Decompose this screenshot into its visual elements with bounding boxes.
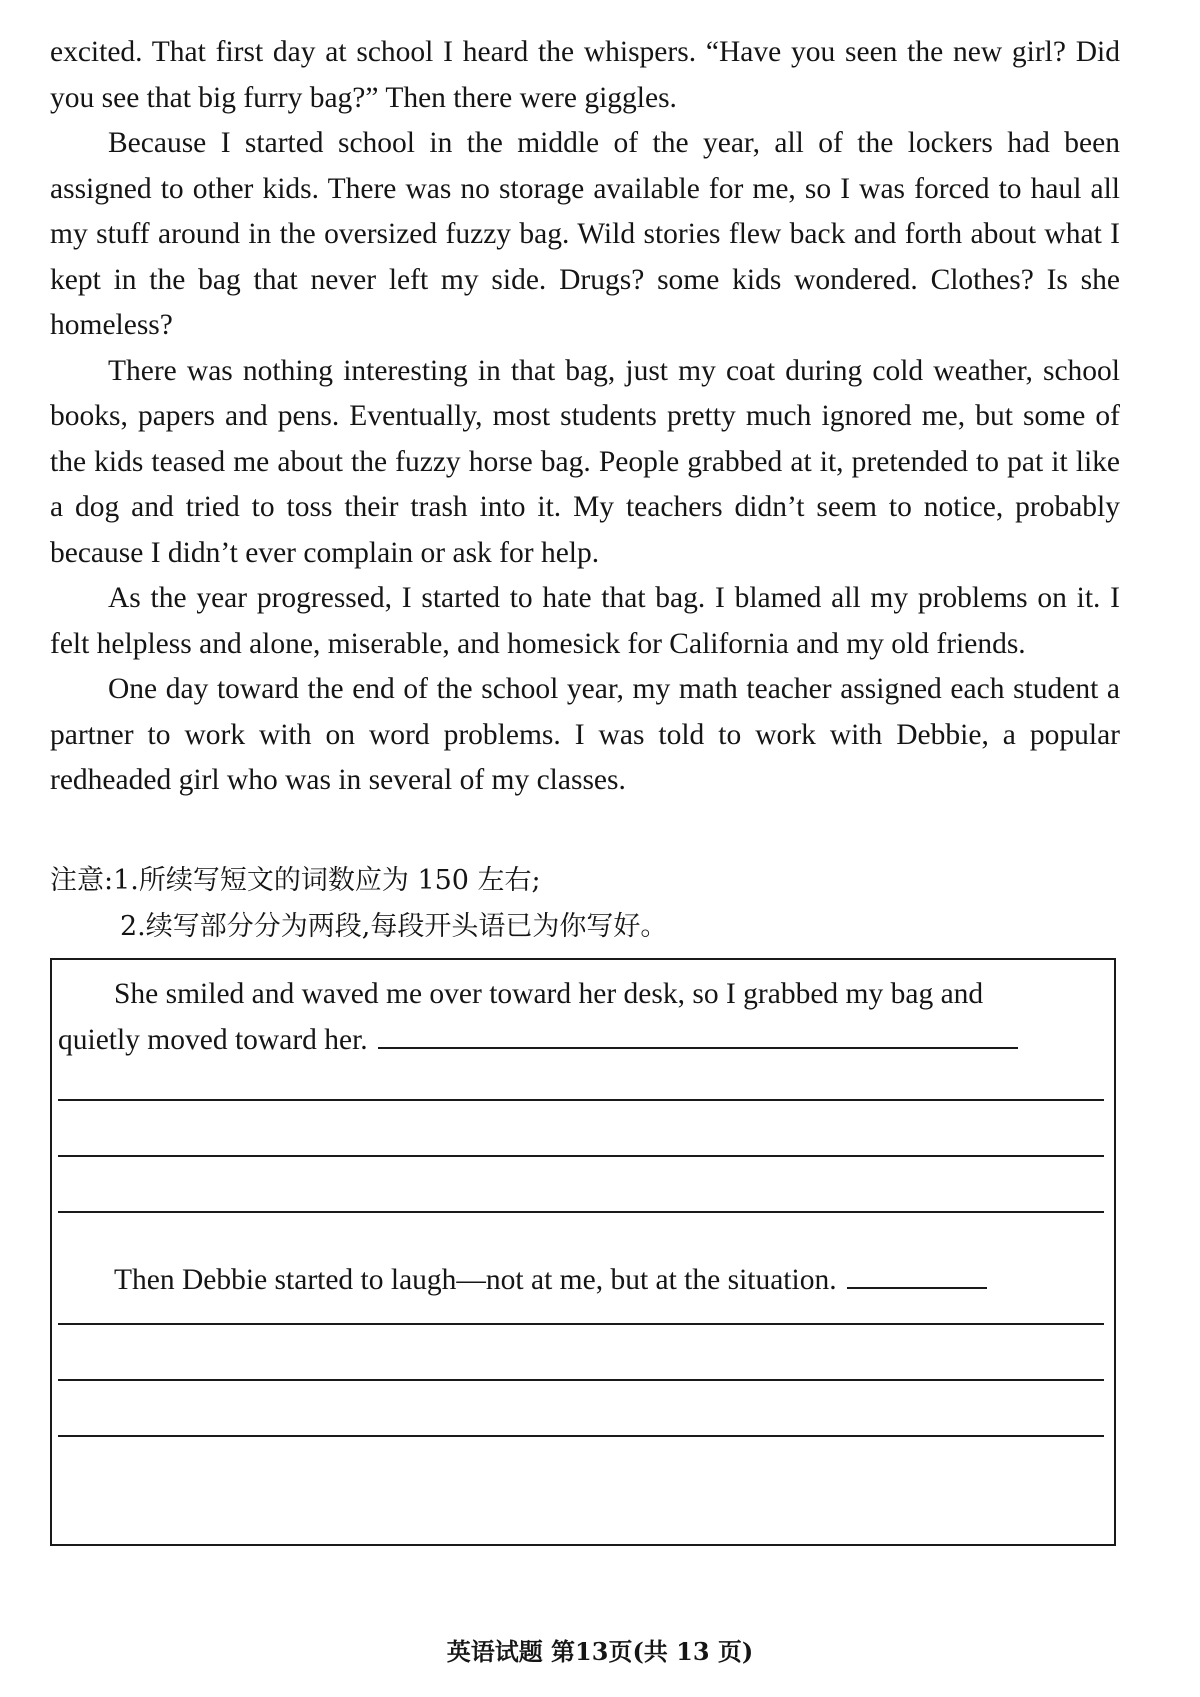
writing-blank[interactable]	[378, 1046, 1018, 1049]
writing-blank[interactable]	[847, 1286, 987, 1289]
writing-line[interactable]	[58, 1323, 1104, 1325]
passage-paragraph-2: Because I started school in the middle of the year, all of the lockers had been assigned to other kids. There was no storage available for me, so I was forced to haul all my stuff around in the oversized fuzzy bag. Wild stories flew back and forth about what I kept in the bag that never left my side. Drugs? some kids wondered. Clothes? Is she homeless?	[50, 127, 1120, 341]
continuation-prompt-1	[58, 972, 1106, 1063]
instruction-note-1: 注意:1.所续写短文的词数应为 150 左右;	[50, 865, 541, 896]
writing-instructions	[50, 858, 1120, 950]
story-passage	[50, 30, 1120, 804]
instruction-note-2: 2.续写部分分为两段,每段开头语已为你写好。	[120, 911, 668, 942]
continuation-prompt-2	[58, 1258, 1106, 1304]
writing-line[interactable]	[58, 1155, 1104, 1157]
writing-line[interactable]	[58, 1379, 1104, 1381]
prompt-1-line-1: She smiled and waved me over toward her desk, so I grabbed my bag and	[114, 978, 984, 1010]
writing-line[interactable]	[58, 1099, 1104, 1101]
passage-paragraph-1: excited. That first day at school I heard the whispers. “Have you seen the new girl? Did you see that big furry bag?” Then there were giggles.	[50, 36, 1120, 114]
passage-paragraph-3: There was nothing interesting in that bag, just my coat during cold weather, school books, papers and pens. Eventually, most students pretty much ignored me, but some of the kids teased me about the fuzzy horse bag. People grabbed at it, pretended to pat it like a dog and tried to toss their trash into it. My teachers didn’t seem to notice, probably because I didn’t ever complain or ask for help.	[50, 354, 1120, 569]
prompt-2-text: Then Debbie started to laugh—not at me, but at the situation.	[114, 1264, 837, 1296]
passage-paragraph-4: As the year progressed, I started to hate that bag. I blamed all my problems on it. I felt helpless and alone, miserable, and homesick for California and my old friends.	[50, 582, 1120, 660]
passage-paragraph-5: One day toward the end of the school year, my math teacher assigned each student a partner to work with on word problems. I was told to work with Debbie, a popular redheaded girl who was in several of my classes.	[50, 673, 1120, 796]
writing-line[interactable]	[58, 1211, 1104, 1213]
writing-line[interactable]	[58, 1435, 1104, 1437]
answer-box	[50, 958, 1116, 1546]
prompt-1-line-2: quietly moved toward her.	[58, 1023, 368, 1056]
page-footer: 英语试题 第13页(共 13 页)	[446, 1637, 754, 1666]
